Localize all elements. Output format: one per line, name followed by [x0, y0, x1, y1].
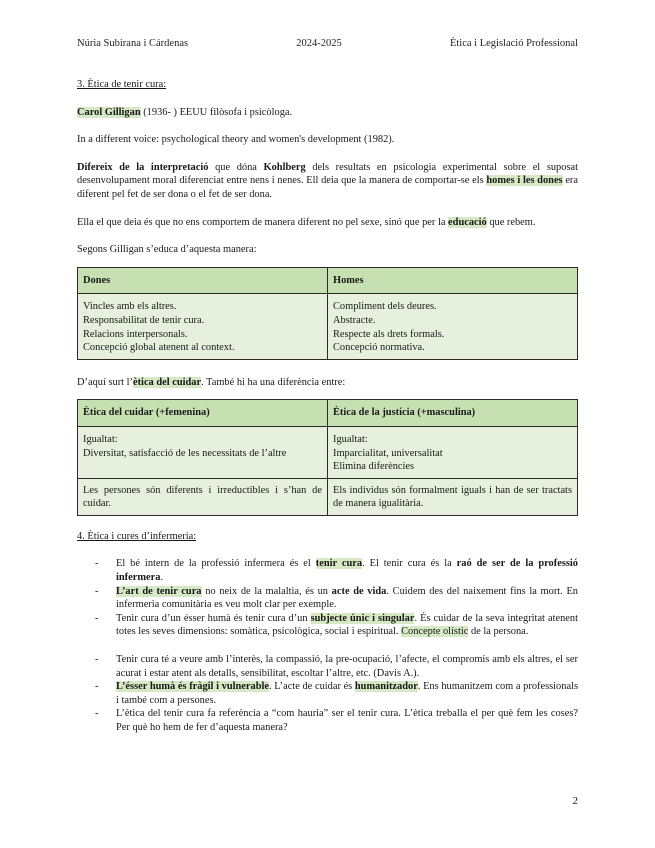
nursing-list-1: [77, 557, 578, 639]
ethics-table-care-persons: Les persones són diferents i irreductibles i s’han de cuidar.: [78, 478, 328, 515]
ethics-care-intro: D’aquí surt l’ètica del cuidar. També hi ha una diferència entre:: [77, 376, 346, 388]
ethics-table-header-justice: Ètica de la justícia (+masculina): [328, 400, 578, 427]
kohlberg-paragraph: Difereix de la interpretació que dóna Kohlberg dels resultats en psicologia experimental sobre el suposat desenvolupament moral diferenciat entre nens i nenes. Ell deia que la manera de comportar-se els homes i les dones era diferent pel fet de ser dona o el fet de ser dona.: [77, 161, 578, 200]
gender-table: [77, 267, 578, 360]
section3-title: 3. Ètica de tenir cura:: [77, 79, 167, 90]
ethics-table-care-equality: Igualtat: Diversitat, satisfacció de les necessitats de l’altre: [78, 426, 328, 478]
gender-table-dones-cell: Vincles amb els altres. Responsabilitat de tenir cura. Relacions interpersonals. Concepció global atenent al context.: [78, 294, 328, 359]
list-item: - Tenir cura d’un ésser humà és tenir cura d’un subjecte únic i singular. És cuidar de la seva integritat atenent totes les seves dimensions: somàtica, psicològica, social i espiritual. Concepte olístic de la persona.: [77, 612, 578, 639]
book-title: In a different voice: psychological theory and women's development (1982).: [77, 134, 395, 146]
gender-table-homes-cell: Compliment dels deures. Abstracte. Respecte als drets formals. Concepció normativa.: [328, 294, 578, 359]
list-item: - Tenir cura té a veure amb l’interès, la compassió, la pre-ocupació, l’afecte, el compromís amb els altres, el ser acurat i estar atent als detalls, sensibilitat, escoltar l’altre, etc. (Davis A.).: [77, 653, 578, 680]
gilligan-name: Carol Gilligan: [77, 106, 141, 118]
section4-title: 4. Ètica i cures d’infermeria:: [77, 530, 197, 542]
nursing-list-2: [77, 653, 578, 735]
page-header: [77, 38, 578, 49]
gender-table-header-dones: Dones: [78, 267, 328, 294]
header-year: 2024-2025: [296, 38, 342, 49]
page-number: 2: [572, 795, 578, 807]
list-item: - L’ésser humà és fràgil i vulnerable. L’acte de cuidar és humanitzador. Ens humanitzem com a professionals i també com a persones.: [77, 680, 578, 707]
gilligan-intro: Carol Gilligan (1936- ) EEUU filòsofa i psicòloga.: [77, 106, 293, 118]
ethics-table-justice-equality: Igualtat: Imparcialitat, universalitat Elimina diferències: [328, 426, 578, 478]
header-author: Núria Subirana i Cárdenas: [77, 38, 189, 49]
gilligan-education-lead: Segons Gilligan s’educa d’aquesta manera:: [77, 244, 257, 256]
list-item: - L’ètica del tenir cura fa referència a “com hauria” ser el tenir cura. L’ètica treballa el per què fem les coses? Per què ho hem de fer d’aquesta manera?: [77, 707, 578, 734]
ethics-table-justice-individuals: Els individus són formalment iguals i han de ser tractats de manera igualitària.: [328, 478, 578, 515]
list-item: - El bé intern de la professió infermera és el tenir cura. El tenir cura és la raó de ser de la professió infermera.: [77, 557, 578, 584]
education-paragraph: Ella el que deia és que no ens comportem de manera diferent no pel sexe, sinó que per la educació que rebem.: [77, 216, 536, 228]
list-item: - L’art de tenir cura no neix de la malaltia, és un acte de vida. Cuidem des del naixement fins la mort. En infermeria comunitària es veu molt clar per exemple.: [77, 585, 578, 612]
page-content: [77, 72, 578, 735]
header-subject: Ètica i Legislació Professional: [449, 38, 578, 49]
ethics-table: [77, 399, 578, 516]
ethics-table-header-care: Ètica del cuidar (+femenina): [78, 400, 328, 427]
gender-table-header-homes: Homes: [328, 267, 578, 294]
